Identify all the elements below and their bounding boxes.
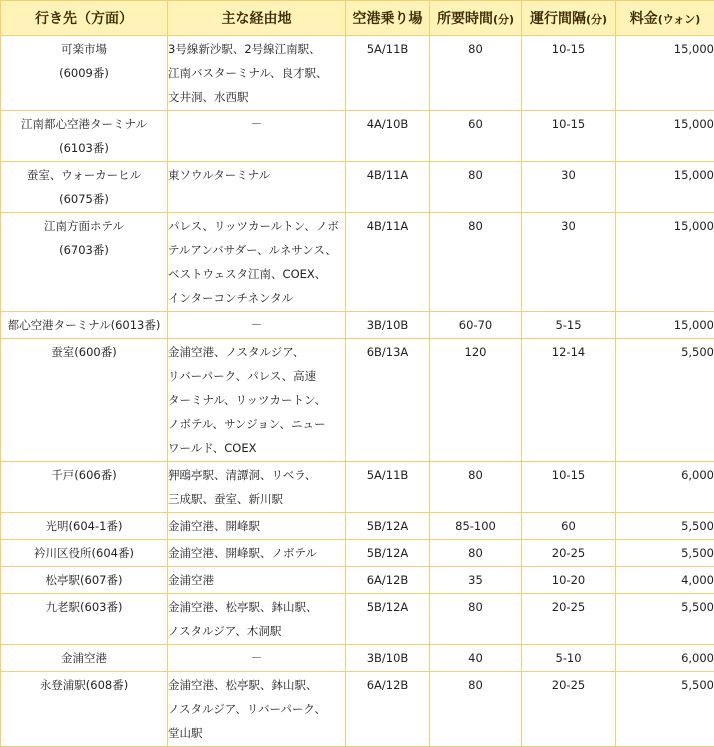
table-row (1, 162, 714, 213)
via-line: 江南バスターミナル、良才駅、 (168, 61, 345, 85)
time-cell (430, 645, 522, 672)
via-cell (168, 462, 346, 513)
stop-cell (346, 213, 430, 312)
destination-cell (1, 645, 168, 672)
via-line: ノスタルジア、リバーパーク、 (168, 697, 345, 721)
stop-cell (346, 111, 430, 162)
time-cell (430, 36, 522, 111)
via-line: 3号線新沙駅、2号線江南駅、 (168, 37, 345, 61)
fare-cell (616, 540, 714, 567)
interval-cell (522, 111, 616, 162)
stop-value: 4B/11A (346, 163, 429, 187)
table-row (1, 312, 714, 339)
via-line: ノスタルジア、木洞駅 (168, 619, 345, 643)
stop-value: 6A/12B (346, 568, 429, 592)
interval-value: 20-25 (522, 673, 615, 697)
destination-line: 光明(604-1番) (1, 514, 167, 538)
time-value: 80 (430, 463, 521, 487)
header-time: 所要時間(分) (430, 1, 522, 36)
fare-value: 15,000 (616, 112, 714, 136)
stop-value: 6A/12B (346, 673, 429, 697)
fare-value: 6,000 (616, 463, 714, 487)
via-line: － (168, 313, 345, 337)
interval-cell (522, 513, 616, 540)
via-cell (168, 594, 346, 645)
via-line: 金浦空港、開峰駅 (168, 514, 345, 538)
table-row (1, 213, 714, 312)
stop-value: 4A/10B (346, 112, 429, 136)
stop-cell (346, 540, 430, 567)
via-cell (168, 540, 346, 567)
via-line: 金浦空港 (168, 568, 345, 592)
destination-line: 永登浦駅(608番) (1, 673, 167, 697)
via-line: 金浦空港、ノスタルジア、 (168, 340, 345, 364)
stop-value: 3B/10B (346, 646, 429, 670)
time-cell (430, 339, 522, 462)
destination-cell (1, 672, 168, 747)
interval-value: 20-25 (522, 541, 615, 565)
time-value: 80 (430, 37, 521, 61)
fare-cell (616, 645, 714, 672)
via-line: 堂山駅 (168, 721, 345, 745)
stop-cell (346, 339, 430, 462)
header-interval: 運行間隔(分) (522, 1, 616, 36)
fare-cell (616, 339, 714, 462)
interval-value: 30 (522, 214, 615, 238)
fare-cell (616, 462, 714, 513)
fare-cell (616, 513, 714, 540)
fare-value: 6,000 (616, 646, 714, 670)
destination-line: 九老駅(603番) (1, 595, 167, 619)
via-cell (168, 111, 346, 162)
table-row (1, 111, 714, 162)
time-value: 60-70 (430, 313, 521, 337)
time-cell (430, 162, 522, 213)
interval-cell (522, 339, 616, 462)
stop-cell (346, 513, 430, 540)
destination-cell (1, 339, 168, 462)
fare-value: 5,500 (616, 340, 714, 364)
time-value: 35 (430, 568, 521, 592)
via-line: 文井洞、水西駅 (168, 85, 345, 109)
table-row (1, 567, 714, 594)
table-row (1, 36, 714, 111)
time-cell (430, 111, 522, 162)
time-cell (430, 513, 522, 540)
via-line: 金浦空港、松亭駅、鉢山駅、 (168, 673, 345, 697)
interval-value: 10-15 (522, 463, 615, 487)
destination-cell (1, 567, 168, 594)
fare-cell (616, 162, 714, 213)
time-value: 85-100 (430, 514, 521, 538)
destination-cell (1, 513, 168, 540)
interval-cell (522, 645, 616, 672)
fare-cell (616, 312, 714, 339)
table-row (1, 513, 714, 540)
via-line: テルアンバサダー、ルネサンス、 (168, 238, 345, 262)
stop-cell (346, 645, 430, 672)
fare-value: 15,000 (616, 313, 714, 337)
interval-cell (522, 540, 616, 567)
header-via: 主な経由地 (168, 1, 346, 36)
fare-value: 5,500 (616, 514, 714, 538)
stop-cell (346, 594, 430, 645)
via-cell (168, 339, 346, 462)
interval-cell (522, 213, 616, 312)
fare-cell (616, 36, 714, 111)
destination-line: 衿川区役所(604番) (1, 541, 167, 565)
table-row (1, 672, 714, 747)
destination-line: 蚕室(600番) (1, 340, 167, 364)
fare-cell (616, 567, 714, 594)
interval-cell (522, 594, 616, 645)
via-line: 狎鴎亭駅、清譚洞、リベラ、 (168, 463, 345, 487)
destination-cell (1, 36, 168, 111)
interval-value: 20-25 (522, 595, 615, 619)
via-line: ワールド、COEX (168, 436, 345, 460)
via-line: 金浦空港、松亭駅、鉢山駅、 (168, 595, 345, 619)
interval-cell (522, 672, 616, 747)
interval-value: 10-20 (522, 568, 615, 592)
stop-cell (346, 36, 430, 111)
via-cell (168, 36, 346, 111)
interval-value: 60 (522, 514, 615, 538)
interval-value: 12-14 (522, 340, 615, 364)
stop-value: 4B/11A (346, 214, 429, 238)
destination-line: (6075番) (1, 187, 167, 211)
time-cell (430, 567, 522, 594)
via-cell (168, 672, 346, 747)
destination-cell (1, 540, 168, 567)
interval-value: 10-15 (522, 112, 615, 136)
destination-cell (1, 213, 168, 312)
destination-cell (1, 111, 168, 162)
destination-line: (6009番) (1, 61, 167, 85)
stop-value: 5B/12A (346, 595, 429, 619)
destination-line: (6103番) (1, 136, 167, 160)
via-line: パレス、リッツカールトン、ノボ (168, 214, 345, 238)
header-row (1, 1, 714, 36)
fare-value: 15,000 (616, 214, 714, 238)
time-cell (430, 672, 522, 747)
stop-cell (346, 162, 430, 213)
fare-cell (616, 672, 714, 747)
table-row (1, 540, 714, 567)
interval-value: 30 (522, 163, 615, 187)
table-row (1, 645, 714, 672)
destination-cell (1, 462, 168, 513)
via-line: － (168, 646, 345, 670)
destination-cell (1, 594, 168, 645)
destination-line: 松亭駅(607番) (1, 568, 167, 592)
via-line: 東ソウルターミナル (168, 163, 345, 187)
via-cell (168, 162, 346, 213)
destination-line: 千戸(606番) (1, 463, 167, 487)
interval-cell (522, 462, 616, 513)
time-value: 80 (430, 541, 521, 565)
fare-value: 15,000 (616, 163, 714, 187)
destination-cell (1, 312, 168, 339)
stop-cell (346, 462, 430, 513)
interval-cell (522, 36, 616, 111)
interval-value: 10-15 (522, 37, 615, 61)
interval-cell (522, 162, 616, 213)
interval-value: 5-15 (522, 313, 615, 337)
stop-value: 5A/11B (346, 37, 429, 61)
time-cell (430, 213, 522, 312)
table-row (1, 462, 714, 513)
via-line: ターミナル、リッツカートン、 (168, 388, 345, 412)
time-value: 80 (430, 595, 521, 619)
via-cell (168, 312, 346, 339)
fare-value: 15,000 (616, 37, 714, 61)
via-line: 金浦空港、開峰駅、ノボテル (168, 541, 345, 565)
stop-value: 3B/10B (346, 313, 429, 337)
via-cell (168, 567, 346, 594)
fare-cell (616, 111, 714, 162)
destination-line: 都心空港ターミナル(6013番) (1, 313, 167, 337)
interval-value: 5-10 (522, 646, 615, 670)
via-line: リバーパーク、パレス、高速 (168, 364, 345, 388)
stop-cell (346, 672, 430, 747)
time-cell (430, 462, 522, 513)
time-value: 80 (430, 214, 521, 238)
fare-cell (616, 594, 714, 645)
destination-line: (6703番) (1, 238, 167, 262)
destination-cell (1, 162, 168, 213)
fare-value: 4,000 (616, 568, 714, 592)
header-stop: 空港乗り場 (346, 1, 430, 36)
time-value: 40 (430, 646, 521, 670)
time-value: 60 (430, 112, 521, 136)
via-cell (168, 513, 346, 540)
destination-line: 江南都心空港ターミナル (1, 112, 167, 136)
via-cell (168, 645, 346, 672)
time-value: 80 (430, 163, 521, 187)
stop-cell (346, 567, 430, 594)
via-line: インターコンチネンタル (168, 286, 345, 310)
via-line: ベストウェスタ江南、COEX、 (168, 262, 345, 286)
fare-value: 5,500 (616, 595, 714, 619)
fare-value: 5,500 (616, 541, 714, 565)
table-row (1, 594, 714, 645)
stop-value: 5B/12A (346, 541, 429, 565)
stop-cell (346, 312, 430, 339)
stop-value: 6B/13A (346, 340, 429, 364)
via-line: － (168, 112, 345, 136)
interval-cell (522, 567, 616, 594)
time-cell (430, 312, 522, 339)
via-line: 三成駅、蚕室、新川駅 (168, 487, 345, 511)
destination-line: 蚕室、ウォーカーヒル (1, 163, 167, 187)
interval-cell (522, 312, 616, 339)
header-destination: 行き先（方面） (1, 1, 168, 36)
time-value: 80 (430, 673, 521, 697)
time-cell (430, 594, 522, 645)
time-value: 120 (430, 340, 521, 364)
stop-value: 5A/11B (346, 463, 429, 487)
destination-line: 金浦空港 (1, 646, 167, 670)
destination-line: 江南方面ホテル (1, 214, 167, 238)
time-cell (430, 540, 522, 567)
fare-value: 5,500 (616, 673, 714, 697)
via-line: ノボテル、サンジョン、ニュー (168, 412, 345, 436)
via-cell (168, 213, 346, 312)
header-fare: 料金(ウォン) (616, 1, 714, 36)
fare-cell (616, 213, 714, 312)
destination-line: 可楽市場 (1, 37, 167, 61)
table-row (1, 339, 714, 462)
stop-value: 5B/12A (346, 514, 429, 538)
